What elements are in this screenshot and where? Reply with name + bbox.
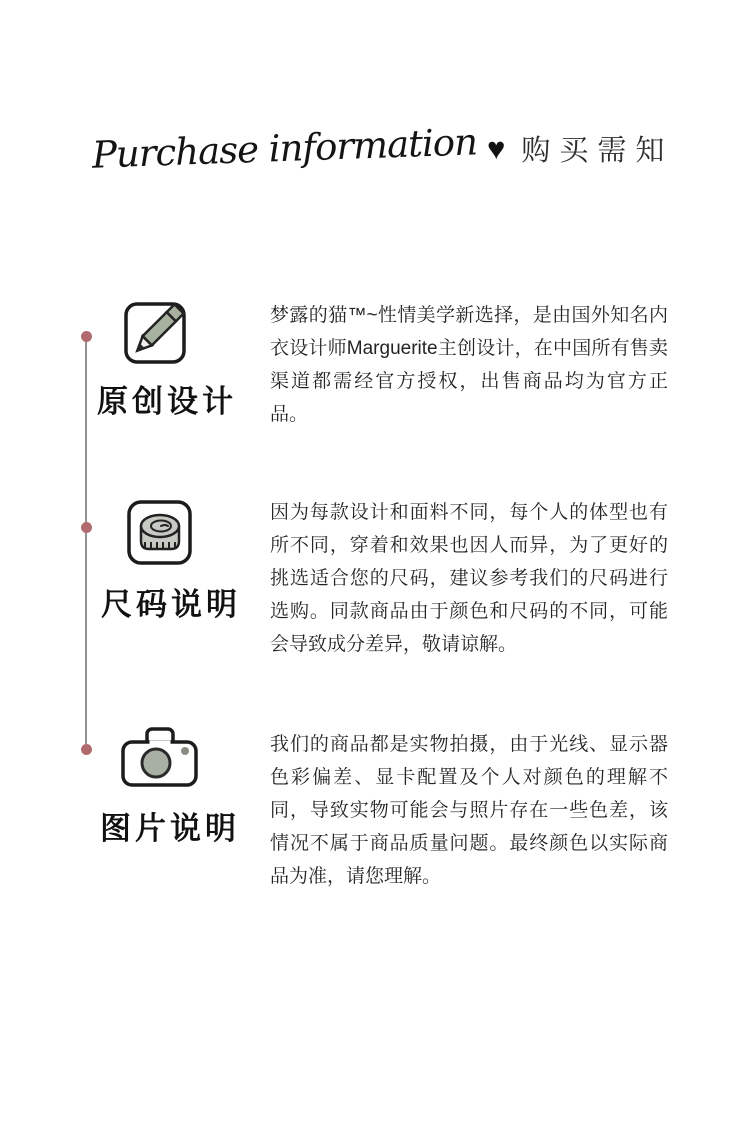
section-body-size-guide: 因为每款设计和面料不同，每个人的体型也有所不同，穿着和效果也因人而异，为了更好的挑选适合您的尺码，建议参考我们的尺码进行选购。同款商品由于颜色和尺码的不同，可能会导致成分差异，敬请谅解。 xyxy=(270,502,668,655)
section-title-photo-note: 图片说明 xyxy=(100,811,240,846)
timeline-dot xyxy=(81,522,92,533)
camera-icon xyxy=(115,716,203,809)
section-title-original-design: 原创设计 xyxy=(97,384,237,419)
section-body-original-design: 梦露的猫™~性情美学新选择，是由国外知名内衣设计师Marguerite主创设计，在中国所有售卖渠道都需经官方授权，出售商品均为官方正品。 xyxy=(270,305,668,425)
section-body-photo-note: 我们的商品都是实物拍摄，由于光线、显示器色彩偏差、显卡配置及个人对颜色的理解不同，导致实物可能会与照片存在一些色差，该情况不属于商品质量问题。最终颜色以实际商品为准，请您理解。 xyxy=(270,734,668,887)
pencil-icon xyxy=(121,294,193,375)
section-title-size-guide: 尺码说明 xyxy=(101,587,241,622)
header xyxy=(92,100,692,196)
header-cn-title: 购买需知 xyxy=(521,134,674,167)
timeline-line xyxy=(85,336,87,749)
timeline-dot xyxy=(81,331,92,342)
timeline-dot xyxy=(81,744,92,755)
tape-measure-icon xyxy=(125,497,195,574)
script-title: Purchase information xyxy=(91,119,478,177)
heart-icon: ♥ xyxy=(486,130,506,166)
